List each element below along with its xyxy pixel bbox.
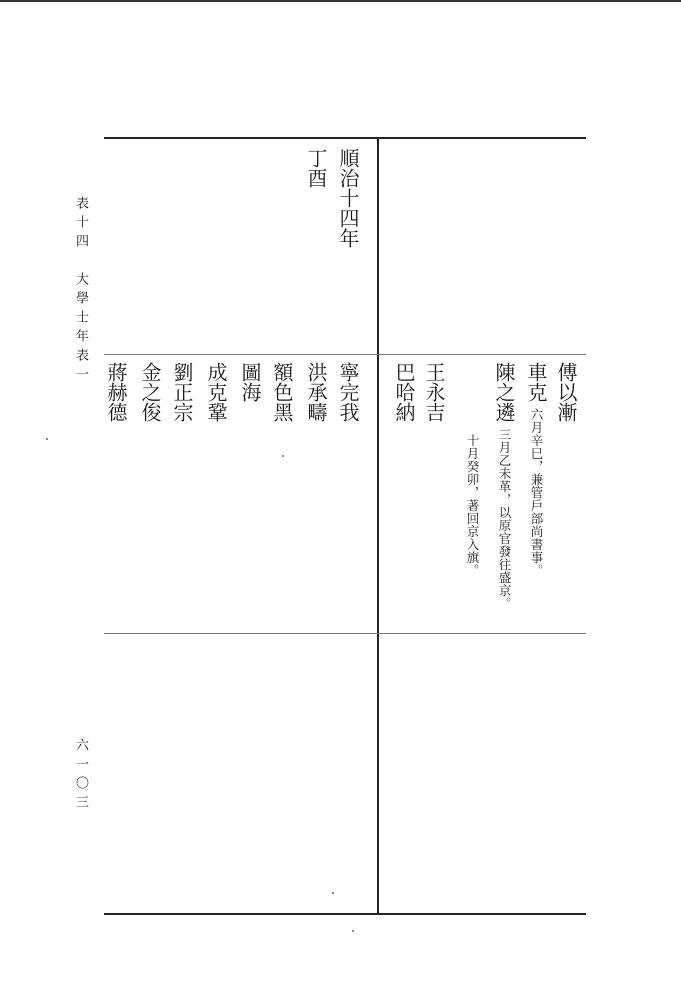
list-item xyxy=(526,362,546,577)
person-name: 成克鞏 xyxy=(204,362,228,422)
row-divider-lower xyxy=(104,633,586,634)
page-top-border xyxy=(0,0,681,2)
person-name: 劉正宗 xyxy=(170,362,194,422)
scan-speck xyxy=(332,892,334,894)
person-name: 金之俊 xyxy=(138,362,162,422)
list-item xyxy=(424,362,444,422)
list-item xyxy=(556,362,576,422)
running-heading: 表十四 大學士年表一 xyxy=(73,196,88,386)
reign-year: 順治十四年 xyxy=(336,148,360,248)
person-name: 寧完我 xyxy=(336,362,360,422)
person-name: 傅以漸 xyxy=(554,362,578,422)
person-note: 十月癸卯，著回京入旗。 xyxy=(465,434,480,577)
scan-speck xyxy=(352,930,354,932)
person-name: 車克 xyxy=(524,362,548,402)
column-divider xyxy=(377,138,379,914)
list-item xyxy=(494,362,514,610)
row-divider-upper xyxy=(104,354,586,355)
list-item xyxy=(464,428,480,577)
person-name: 圖海 xyxy=(238,362,262,402)
person-name: 王永吉 xyxy=(422,362,446,422)
person-note: 六月辛巳，兼管戶部尚書事。 xyxy=(529,408,544,577)
person-name: 陳之遴 xyxy=(492,362,516,422)
person-name: 洪承疇 xyxy=(304,362,328,422)
table-top-rule xyxy=(104,137,586,139)
person-name: 蔣赫德 xyxy=(104,362,128,422)
page-number: 六一〇三 xyxy=(73,738,88,814)
person-note: 三月乙未革，以原官發往盛京。 xyxy=(497,428,512,610)
ganzhi-year: 丁酉 xyxy=(304,148,328,188)
list-item xyxy=(394,362,414,422)
person-name: 巴哈納 xyxy=(392,362,416,422)
person-name: 額色黑 xyxy=(270,362,294,422)
scan-speck xyxy=(46,438,48,440)
scan-speck xyxy=(282,455,284,457)
table-bottom-rule xyxy=(104,913,586,915)
